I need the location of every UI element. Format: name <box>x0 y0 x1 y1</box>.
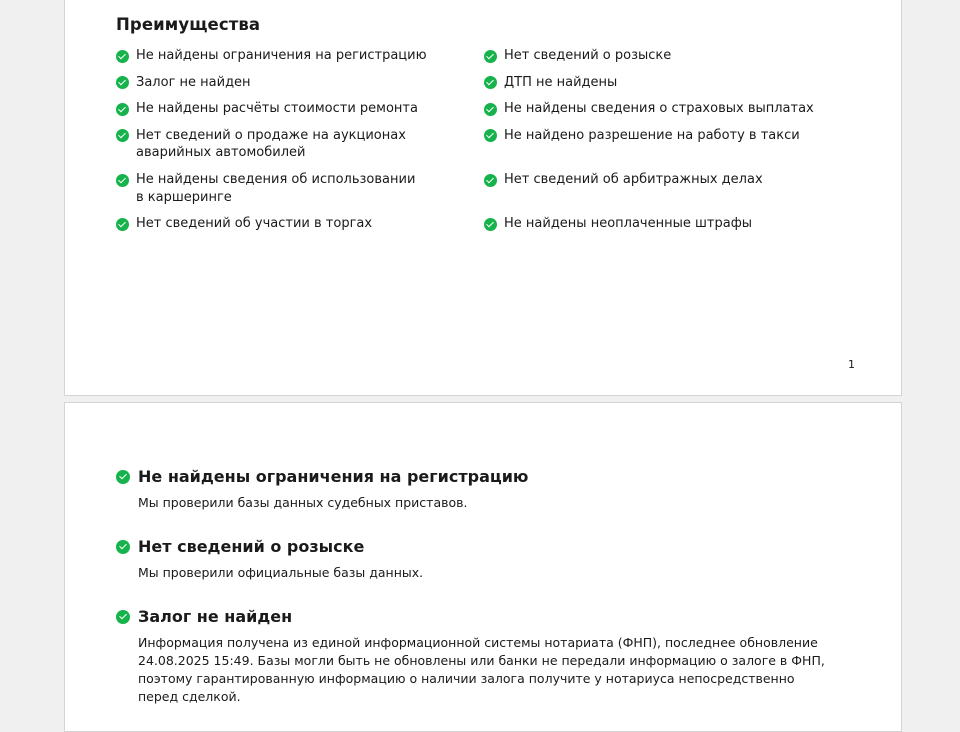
detail-header <box>116 537 816 556</box>
check-circle-icon <box>116 76 129 89</box>
detail-text: Информация получена из единой информационной системы нотариата (ФНП), последнее обновление 24.08.2025 15:49. Базы могли быть не обновлены или банки не передали информацию о залоге в ФНП, поэтому гарантированную информацию о наличии залога получите у нотариуса непосредственно перед сделкой. <box>138 635 825 704</box>
check-circle-icon <box>116 218 129 231</box>
advantage-item <box>116 215 484 241</box>
check-circle-icon <box>116 610 130 624</box>
advantage-item <box>116 47 484 74</box>
advantage-label: Нет сведений об арбитражных делах <box>504 172 763 187</box>
advantage-label: Не найдены расчёты стоимости ремонта <box>136 101 418 116</box>
detail-title: Не найдены ограничения на регистрацию <box>138 467 529 486</box>
report-page-1 <box>64 0 902 396</box>
advantage-item <box>484 74 852 101</box>
detail-section <box>116 467 816 512</box>
detail-header <box>116 467 816 486</box>
advantage-item <box>116 127 484 172</box>
check-circle-icon <box>484 174 497 187</box>
advantage-label: Не найдены ограничения на регистрацию <box>136 48 427 63</box>
check-circle-icon <box>116 470 130 484</box>
detail-text: Мы проверили базы данных судебных приставов. <box>138 495 468 510</box>
check-circle-icon <box>116 103 129 116</box>
advantage-label: Залог не найден <box>136 74 251 90</box>
advantage-item <box>484 127 852 172</box>
check-circle-icon <box>484 218 497 231</box>
detail-section <box>116 537 816 582</box>
check-circle-icon <box>484 50 497 63</box>
advantage-label: Не найдены сведения о страховых выплатах <box>504 101 814 116</box>
advantage-item <box>116 171 484 215</box>
detail-section <box>116 607 825 706</box>
advantage-label: Нет сведений о продаже на аукционах аварийных автомобилей <box>136 127 406 160</box>
advantage-label: Не найдены сведения об использовании в каршеринге <box>136 172 416 205</box>
advantage-item <box>484 47 852 74</box>
detail-title: Залог не найден <box>138 607 293 626</box>
advantage-label: ДТП не найдены <box>504 74 618 90</box>
advantage-label: Не найдены неоплаченные штрафы <box>504 216 753 231</box>
check-circle-icon <box>484 103 497 116</box>
check-circle-icon <box>484 129 497 142</box>
advantage-item <box>116 74 484 101</box>
advantage-item <box>116 100 484 127</box>
detail-header <box>116 607 816 626</box>
advantages-list <box>116 47 856 241</box>
detail-title: Нет сведений о розыске <box>138 537 365 556</box>
check-circle-icon <box>116 174 129 187</box>
page-number: 1 <box>848 358 855 371</box>
detail-text: Мы проверили официальные базы данных. <box>138 565 424 580</box>
advantages-title: Преимущества <box>116 15 261 34</box>
advantage-label: Нет сведений об участии в торгах <box>136 216 373 231</box>
advantage-item <box>484 171 852 215</box>
advantage-label: Нет сведений о розыске <box>504 48 672 63</box>
report-page-2 <box>64 402 902 732</box>
advantage-label: Не найдено разрешение на работу в такси <box>504 127 800 143</box>
check-circle-icon <box>116 129 129 142</box>
check-circle-icon <box>484 76 497 89</box>
advantage-item <box>484 215 852 241</box>
advantage-item <box>484 100 852 127</box>
check-circle-icon <box>116 540 130 554</box>
check-circle-icon <box>116 50 129 63</box>
